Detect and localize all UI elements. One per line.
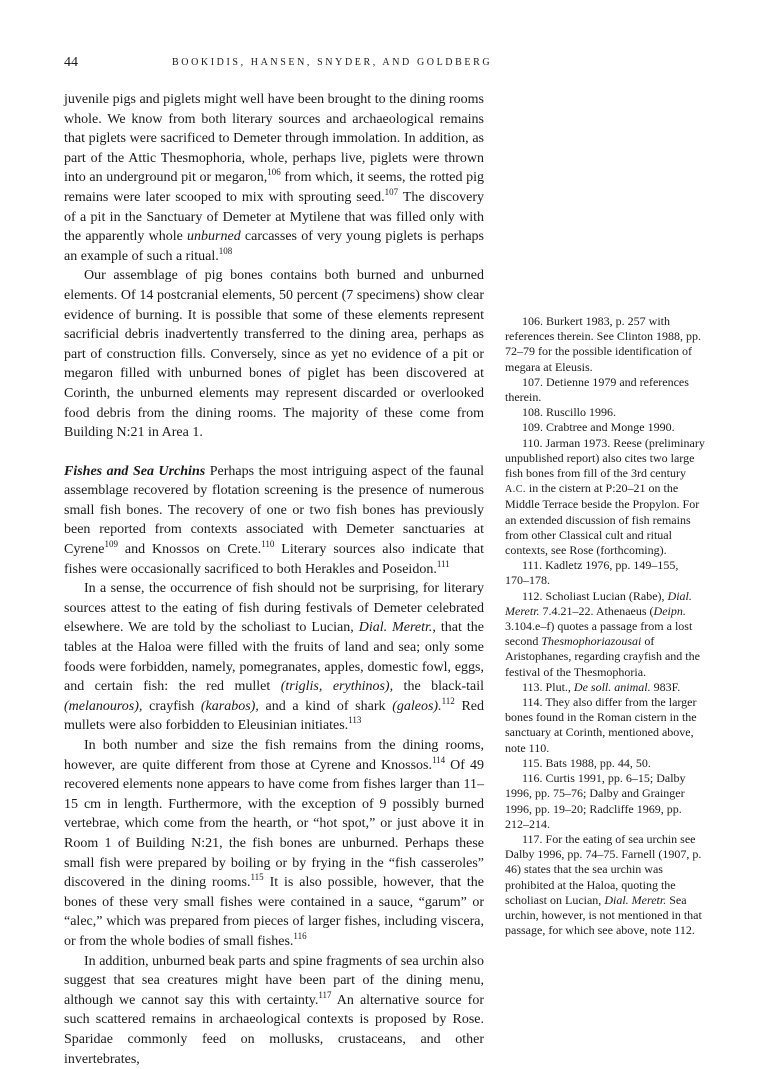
footnote-ref-110[interactable]: 110 bbox=[261, 539, 275, 550]
text-span: In a sense, the occurrence of fish should not be surprising, for literary sources attest to the eating of fish during festivals of Demeter celebrated elsewhere. We are told by the scholiast to Lucian, bbox=[64, 581, 484, 636]
text-span: crayfish bbox=[142, 698, 201, 714]
footnote-114: 114. They also differ from the larger bones found in the Roman cistern in the sanctuary at Corinth, mentioned above, note 110. bbox=[505, 695, 697, 755]
text-span: In both number and size the fish remains from the dining rooms, however, are quite different from those at Cyrene and Knossos. bbox=[64, 738, 484, 773]
text-span: An alternative source for such scattered remains in archaeological contexts is proposed by Rose. Sparidae commonly feed on mollusks, crustaceans, and other invertebrates, bbox=[64, 992, 485, 1067]
text-span: of Aristophanes, regarding crayfish and the festival of the Thesmophoria. bbox=[505, 634, 700, 679]
emphasis: Deipn. bbox=[653, 603, 686, 618]
footnote-110 bbox=[505, 436, 705, 559]
footnote-115: 115. Bats 1988, pp. 44, 50. bbox=[522, 755, 651, 770]
emphasis: (melanouros), bbox=[64, 698, 143, 714]
footnote-107: 107. Detienne 1979 and references therein. bbox=[505, 374, 689, 405]
footnote-113 bbox=[505, 680, 705, 695]
footnote-ref-108[interactable]: 108 bbox=[218, 245, 233, 256]
emphasis: Dial. Meretr. bbox=[505, 588, 692, 618]
footnote-ref-109[interactable]: 109 bbox=[104, 539, 118, 550]
text-span: juvenile pigs and piglets might well have been brought to the dining rooms whole. We know from both literary sources and archaeological remains that piglets were sacrificed to Demeter through immolation. In addition, as part of the Attic Thesmophoria, whole, perhaps live, piglets were thrown into an underground pit or megaron, bbox=[64, 92, 484, 186]
text-span: 7.4.21–22. Athenaeus ( bbox=[539, 603, 654, 618]
emphasis: De soll. animal. bbox=[573, 679, 651, 694]
emphasis: Dial. Meretr. bbox=[604, 892, 667, 907]
text-span: in the cistern at P:20–21 on the Middle Terrace beside the Propylon. For an extended discussion of fish remains from other Classical cult and ritual contexts, see Rose (forthcoming). bbox=[505, 481, 700, 558]
text-span: Of 49 recovered elements none appears to have come from fishes larger than 11–15 cm in length. Furthermore, with the exception of 9 possibly burned vertebrae, which come from the hearth, or “hot spot,” or just above it in Room 1 of Building N:21, the fish bones are unburned. Perhaps these small fish were prepared by boiling or by frying in the “fish casseroles” discovered in the dining rooms. bbox=[64, 757, 484, 891]
footnote-ref-117[interactable]: 117 bbox=[318, 989, 332, 1000]
text-span: Our assemblage of pig bones contains both burned and unburned elements. Of 14 postcranial elements, 50 percent (7 specimens) show clear evidence of burning. It is possible that some of these elements represent sacrificial debris inadvertently transferred to the dining area, perhaps as part of construction fills. Conversely, since as yet no evidence of a pit or megaron filled with unburned bones of piglet has been discovered at Corinth, the unburned elements may represent discarded or overlooked food debris from the dining rooms. The majority of these come from Building N:21 in Area 1. bbox=[64, 268, 484, 441]
footnotes-column bbox=[505, 314, 705, 938]
text-span: The discovery of a pit in the Sanctuary of Demeter at Mytilene that was filled only with the apparently whole bbox=[64, 189, 484, 245]
text-span: 113. Plut., bbox=[522, 679, 574, 694]
running-head: BOOKIDIS, HANSEN, SNYDER, AND GOLDBERG bbox=[172, 57, 493, 68]
text-span: 112. Scholiast Lucian (Rabe), bbox=[522, 588, 668, 603]
text-span: 983F. bbox=[650, 679, 681, 694]
footnote-116: 116. Curtis 1991, pp. 6–15; Dalby 1996, pp. 75–76; Dalby and Grainger 1996, pp. 19–20; Radcliffe 1969, pp. 212–214. bbox=[505, 771, 686, 831]
text-span: the black-tail bbox=[393, 679, 484, 695]
text-span: Red mullets were also forbidden to Eleusinian initiates. bbox=[64, 698, 484, 734]
text-span: It is also possible, however, that the bones of these very small fishes were contained in a sauce, “garum” or “alec,” which was prepared from pieces of larger fishes, including viscera, or from the whole bodies of small fishes. bbox=[64, 875, 484, 949]
text-span: 110. Jarman 1973. Reese (preliminary unpublished report) also cites two large fish bones from fill of the 3rd century bbox=[505, 435, 705, 481]
text-span: carcasses of very young piglets is perhaps an example of such a ritual. bbox=[64, 229, 484, 264]
emphasis: Dial. Meretr. bbox=[358, 620, 433, 636]
paragraph-piglets bbox=[64, 90, 484, 266]
footnote-111: 111. Kadletz 1976, pp. 149–155, 170–178. bbox=[505, 558, 679, 588]
footnote-ref-115[interactable]: 115 bbox=[250, 872, 264, 883]
section-heading-fishes: Fishes and Sea Urchins bbox=[64, 463, 206, 479]
text-span: , that the tables at the Haloa were filled with the fruits of land and sea; only some foods were forbidden, namely, pomegranates, apples, domestic fowl, eggs, and certain fish: the red mullet bbox=[64, 620, 484, 695]
main-text-column bbox=[64, 90, 484, 1069]
emphasis: unburned bbox=[187, 229, 241, 245]
paragraph-sea-urchin bbox=[64, 952, 484, 1069]
text-span: and Knossos on Crete. bbox=[117, 542, 262, 558]
footnote-117 bbox=[505, 832, 705, 938]
text-span: from which, it seems, the rotted pig remains were later scooped to mix with sprouting seed. bbox=[64, 170, 484, 205]
emphasis: (karabos), bbox=[200, 698, 259, 714]
paragraph-fish-size bbox=[64, 736, 484, 952]
era-abbreviation: A.C. bbox=[505, 484, 526, 496]
page-number: 44 bbox=[64, 55, 78, 70]
emphasis: (triglis, erythinos), bbox=[280, 679, 394, 695]
text-span: Perhaps the most intriguing aspect of the faunal assemblage recovered by flotation screening is the presence of numerous small fish bones. The recovery of one or two fish bones has previously been reported from contexts associated with Demeter sanctuaries at Cyrene bbox=[64, 463, 485, 558]
footnote-ref-107[interactable]: 107 bbox=[384, 186, 399, 197]
text-span: 117. For the eating of sea urchin see Dalby 1996, pp. 74–75. Farnell (1907, p. 46) states that the sea urchin was prohibited at the Haloa, quoting the scholiast on Lucian, bbox=[505, 831, 702, 907]
emphasis: (galeos). bbox=[392, 698, 442, 714]
footnote-109: 109. Crabtree and Monge 1990. bbox=[522, 420, 675, 435]
footnote-ref-114[interactable]: 114 bbox=[431, 754, 446, 765]
footnote-ref-116[interactable]: 116 bbox=[293, 930, 307, 941]
paragraph-fish-festivals bbox=[64, 579, 484, 736]
text-span: 3.104.e–f) quotes a passage from a lost second bbox=[505, 619, 693, 649]
paragraph-pig-bones bbox=[64, 266, 484, 442]
footnote-ref-111[interactable]: 111 bbox=[436, 558, 450, 569]
footnote-112 bbox=[505, 589, 705, 680]
footnote-ref-112[interactable]: 112 bbox=[441, 695, 455, 706]
text-span: In addition, unburned beak parts and spine fragments of sea urchin also suggest that sea creatures might have been part of the dining menu, although we cannot say this with certainty. bbox=[64, 953, 484, 1008]
footnote-108: 108. Ruscillo 1996. bbox=[522, 405, 617, 420]
paragraph-fishes bbox=[64, 462, 484, 580]
footnote-ref-113[interactable]: 113 bbox=[348, 715, 362, 726]
footnote-ref-106[interactable]: 106 bbox=[267, 167, 281, 178]
emphasis: Thesmophoriazousai bbox=[541, 634, 642, 649]
text-span: Literary sources also indicate that fishes were occasionally sacrificed to both Herakles and Poseidon. bbox=[64, 542, 484, 577]
footnote-106: 106. Burkert 1983, p. 257 with references therein. See Clinton 1988, pp. 72–79 for the possible identification of megara at Eleusis. bbox=[505, 314, 701, 374]
text-span: Sea urchin, however, is not mentioned in that passage, for which see above, note 112. bbox=[505, 892, 702, 938]
text-span: and a kind of shark bbox=[258, 698, 393, 714]
